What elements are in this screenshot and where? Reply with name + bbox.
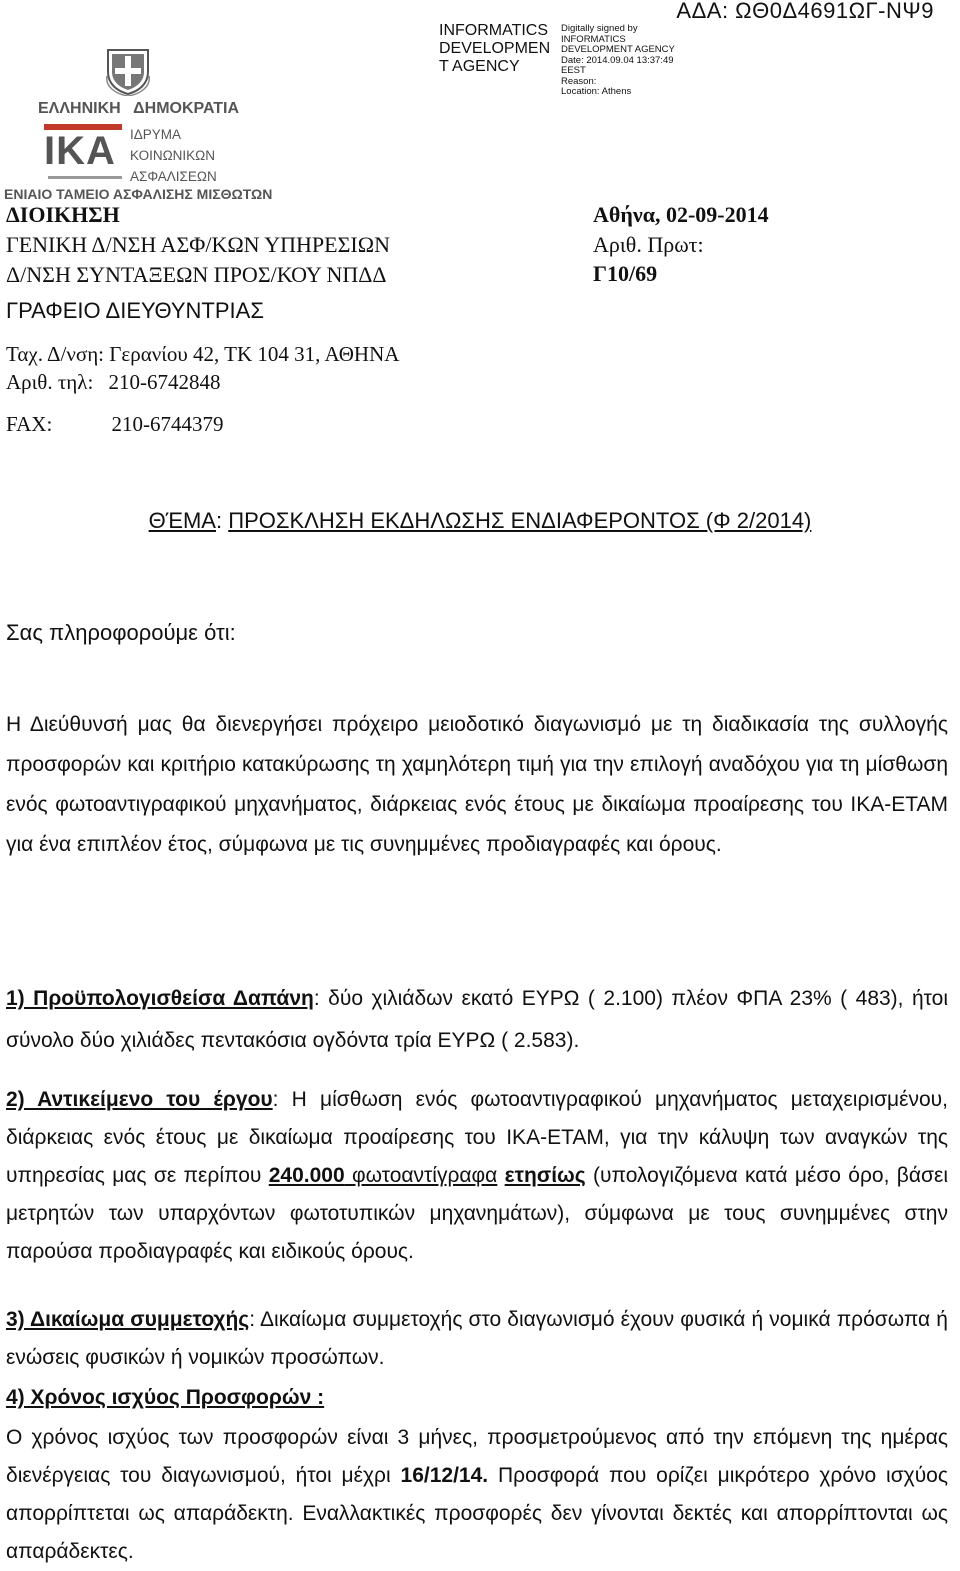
ika-letters: ΙΚΑ [44,129,116,173]
section-object-text-b: (υπολογιζόμενα κατά μέσο όρο, βάσει μετρητών των υπαρχόντων φωτοτυπικών μηχανημάτων), σύμφωνα με τους συνημμένες στην παρούσα προδιαγραφές και ειδικούς όρους. [6,1164,948,1263]
section-budget-text: : δύο χιλιάδων εκατό ΕΥΡΩ ( 2.100) πλέον ΦΠΑ 23% ( 483), ήτοι σύνολο δύο χιλιάδες πεντακόσια ογδόντα τρία ΕΥΡΩ ( 2.583). [6,987,948,1052]
idryma-line: ΚΟΙΝΩΝΙΚΩΝ [130,148,216,163]
section-validity-date: 16/12/14. [400,1464,489,1487]
signature-detail-line: Date: 2014.09.04 13:37:49 [561,54,674,66]
header-general-directorate: ΓΕΝΙΚΗ Δ/ΝΣΗ ΑΣΦ/ΚΩΝ ΥΠΗΡΕΣΙΩΝ [6,232,390,257]
idryma-text [130,124,217,187]
office-name: ΓΡΑΦΕΙΟ ΔΙΕΥΘΥΝΤΡΙΑΣ [6,298,264,323]
section-budget-heading: 1) Προϋπολογισθείσα Δαπάνη [6,987,314,1010]
section-object-text-a: : Η μίσθωση ενός φωτοαντιγραφικού μηχανήματος μεταχειρισμένου, διάρκειας ενός έτους με δικαίωμα προαίρεσης του ΙΚΑ-ΕΤΑΜ, για την κάλυψη των αναγκών της υπηρεσίας μας σε περίπου [6,1088,948,1187]
fund-name: ΕΝΙΑΙΟ ΤΑΜΕΙΟ ΑΣΦΑΛΙΣΗΣ ΜΙΣΘΩΤΩΝ [4,186,273,202]
header-directorate: ΔΙΟΙΚΗΣΗ [6,202,120,227]
section-object [6,1081,948,1271]
section-validity-text-b: Προσφορά που ορίζει μικρότερο χρόνο ισχύος απορρίπτεται ως απαράδεκτη. Εναλλακτικές προσφορές δεν γίνονται δεκτές και απορρίπτονται ως απαράδεκτες. [6,1464,948,1563]
subject-label: ΘΈΜΑ [148,508,216,533]
signature-name-line: INFORMATICS [439,22,549,39]
signature-details [561,24,675,98]
section-eligibility-text: : Δικαίωμα συμμετοχής στο διαγωνισμό έχουν φυσικά ή νομικά πρόσωπα ή ενώσεις φυσικών ή νομικών προσώπων. [6,1308,948,1369]
greeting: Σας πληροφορούμε ότι: [6,620,236,645]
phone-label: Αριθ. τηλ: [6,370,94,394]
ada-code: ΑΔΑ: ΩΘ0Δ4691ΩΓ-ΝΨ9 [676,0,934,23]
header-pensions-directorate: Δ/ΝΣΗ ΣΥΝΤΑΞΕΩΝ ΠΡΟΣ/ΚΟΥ ΝΠΔΔ [6,262,387,287]
phone-line [6,370,221,395]
fax-line [6,412,224,437]
fax-label: FAX: [6,412,53,436]
subject-line: ΘΈΜΑ: ΠΡΟΣΚΛΗΣΗ ΕΚΔΗΛΩΣΗΣ ΕΝΔΙΑΦΕΡΟΝΤΟΣ (Φ 2/2014) [148,508,812,533]
idryma-line: ΑΣΦΑΛΙΣΕΩΝ [130,169,217,184]
signature-detail-line: Reason: [561,75,597,87]
protocol-number: Γ10/69 [593,261,658,286]
republic-label [38,100,239,118]
signature-name [439,22,550,76]
section-validity-heading: 4) Χρόνος ισχύος Προσφορών : [6,1386,325,1409]
idryma-line: ΙΔΡΥΜΑ [130,127,182,142]
ika-underline [48,176,122,179]
section-object-yearly: ετησίως [504,1164,586,1187]
section-eligibility [6,1301,948,1377]
signature-name-line: DEVELOPMEN [439,40,551,57]
section-object-copies: φωτοαντίγραφα [344,1164,498,1187]
subject-text: ΠΡΟΣΚΛΗΣΗ ΕΚΔΗΛΩΣΗΣ ΕΝΔΙΑΦΕΡΟΝΤΟΣ (Φ 2/2014) [228,508,812,533]
section-validity [6,1419,948,1571]
signature-detail-line: DEVELOPMENT AGENCY [561,44,675,55]
section-object-quantity: 240.000 [268,1164,345,1187]
header-left [6,200,390,290]
intro-paragraph: Η Διεύθυνσή μας θα διενεργήσει πρόχειρο μειοδοτικό διαγωνισμό με τη διαδικασία της συλλογής προσφορών και κριτήριο κατακύρωσης τη χαμηλότερη τιμή για την επιλογή αναδόχου για τη μίσθωση ενός φωτοαντιγραφικού μηχανήματος, διάρκειας ενός έτους με δικαίωμα προαίρεσης του ΙΚΑ-ΕΤΑΜ για ένα επιπλέον έτος, σύμφωνα με τις συνημμένες προδιαγραφές και όρους. [6,713,948,856]
protocol-label: Αριθ. Πρωτ: [593,232,704,257]
signature-detail-line: EEST [561,65,586,76]
section-validity-text-a: Ο χρόνος ισχύος των προσφορών είναι 3 μήνες, προσμετρούμενος από την επόμενη της ημέρας διενέργειας του διαγωνισμού, ήτοι μέχρι [6,1426,948,1487]
section-object-heading: 2) Αντικείμενο του έργου [6,1088,273,1111]
ika-logo [44,124,122,176]
signature-name-line: T AGENCY [439,58,520,75]
postal-address: Ταχ. Δ/νση: Γερανίου 42, ΤΚ 104 31, ΑΘΗΝΑ [6,342,400,366]
coat-of-arms-icon [105,46,151,96]
phone-number: 210-6742848 [108,370,221,394]
document-date: Αθήνα, 02-09-2014 [593,202,769,227]
signature-detail-line: INFORMATICS [561,33,626,45]
signature-detail-line: Digitally signed by [561,23,638,34]
section-budget [6,978,948,1062]
section-eligibility-heading: 3) Δικαίωμα συμμετοχής [6,1308,250,1331]
republic-left: ΕΛΛΗΝΙΚΗ [38,100,121,117]
fax-number: 210-6744379 [111,412,224,436]
republic-right: ΔΗΜΟΚΡΑΤΙΑ [133,100,240,117]
signature-detail-line: Location: Athens [561,86,632,97]
